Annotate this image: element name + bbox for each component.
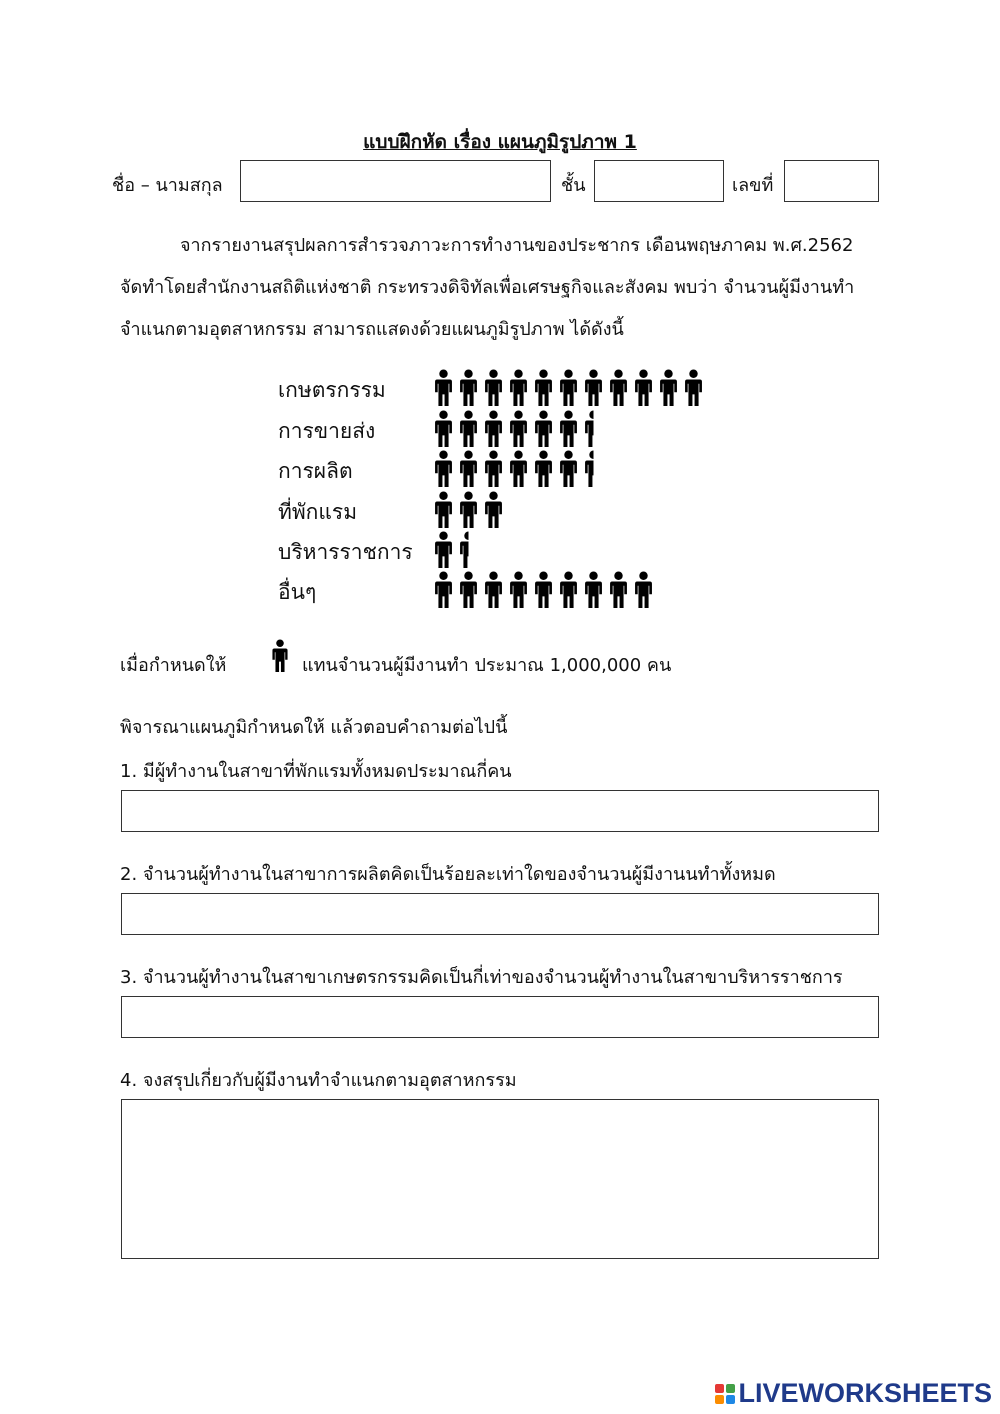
person-icon — [457, 450, 480, 488]
icon-row — [432, 450, 605, 488]
person-icon — [607, 571, 630, 609]
icon-row — [432, 410, 605, 448]
number-input[interactable] — [784, 160, 879, 202]
person-icon — [482, 450, 505, 488]
category-label: บริหารราชการ — [278, 540, 413, 564]
person-icon — [582, 369, 605, 407]
liveworksheets-brand — [715, 1378, 992, 1409]
person-icon — [557, 450, 580, 488]
person-icon — [482, 410, 505, 448]
person-icon — [557, 369, 580, 407]
person-icon — [532, 369, 555, 407]
person-icon — [682, 369, 705, 407]
person-icon — [632, 571, 655, 609]
person-icon — [632, 369, 655, 407]
person-icon — [532, 410, 555, 448]
brand-logo-icon — [715, 1384, 735, 1404]
person-icon — [457, 491, 480, 529]
intro-line-1: จากรายงานสรุปผลการสำรวจภาวะการทำงานของประชากร เดือนพฤษภาคม พ.ศ.2562 — [180, 235, 854, 256]
person-icon — [507, 369, 530, 407]
person-icon — [457, 369, 480, 407]
intro-line-2: จัดทำโดยสำนักงานสถิติแห่งชาติ กระทรวงดิจิทัลเพื่อเศรษฐกิจและสังคม พบว่า จำนวนผู้มีงานทำ — [120, 277, 855, 298]
legend-prefix: เมื่อกำหนดให้ — [120, 655, 227, 676]
person-icon — [557, 571, 580, 609]
class-label: ชั้น — [561, 175, 586, 196]
answer-1-input[interactable] — [121, 790, 879, 832]
person-icon — [432, 531, 455, 569]
person-icon — [270, 639, 290, 673]
icon-row — [432, 531, 480, 569]
icon-row — [432, 571, 655, 609]
instructions: พิจารณาแผนภูมิกำหนดให้ แล้วตอบคำถามต่อไปนี้ — [120, 717, 508, 738]
answer-4-input[interactable] — [121, 1099, 879, 1259]
category-label: การขายส่ง — [278, 419, 376, 443]
person-icon — [432, 410, 455, 448]
question-3: 3. จำนวนผู้ทำงานในสาขาเกษตรกรรมคิดเป็นกี่เท่าของจำนวนผู้ทำงานในสาขาบริหารราชการ — [120, 967, 843, 988]
icon-row — [432, 369, 705, 407]
person-icon — [507, 450, 530, 488]
category-label: เกษตรกรรม — [278, 378, 386, 402]
answer-3-input[interactable] — [121, 996, 879, 1038]
half-person-icon — [582, 450, 605, 488]
class-input[interactable] — [594, 160, 724, 202]
person-icon — [457, 571, 480, 609]
answer-2-input[interactable] — [121, 893, 879, 935]
question-2: 2. จำนวนผู้ทำงานในสาขาการผลิตคิดเป็นร้อยละเท่าใดของจำนวนผู้มีงานนทำทั้งหมด — [120, 864, 776, 885]
icon-row — [432, 491, 505, 529]
brand-text: LIVEWORKSHEETS — [738, 1378, 992, 1408]
person-icon — [607, 369, 630, 407]
half-person-icon — [582, 410, 605, 448]
number-label: เลขที่ — [732, 175, 774, 196]
person-icon — [482, 571, 505, 609]
person-icon — [432, 571, 455, 609]
question-4: 4. จงสรุปเกี่ยวกับผู้มีงานทำจำแนกตามอุตสาหกรรม — [120, 1070, 517, 1091]
person-icon — [532, 450, 555, 488]
name-label: ชื่อ – นามสกุล — [112, 175, 223, 196]
person-icon — [557, 410, 580, 448]
category-label: อื่นๆ — [278, 580, 317, 604]
person-icon — [532, 571, 555, 609]
person-icon — [457, 410, 480, 448]
name-input[interactable] — [240, 160, 551, 202]
person-icon — [482, 491, 505, 529]
category-label: ที่พักแรม — [278, 500, 358, 524]
worksheet-title: แบบฝึกหัด เรื่อง แผนภูมิรูปภาพ 1 — [363, 131, 637, 153]
category-label: การผลิต — [278, 459, 353, 483]
legend-person-icon — [270, 639, 290, 677]
person-icon — [432, 450, 455, 488]
intro-line-3: จำแนกตามอุตสาหกรรม สามารถแสดงด้วยแผนภูมิรูปภาพ ได้ดังนี้ — [120, 319, 624, 340]
person-icon — [507, 571, 530, 609]
half-person-icon — [457, 531, 480, 569]
person-icon — [482, 369, 505, 407]
person-icon — [507, 410, 530, 448]
person-icon — [582, 571, 605, 609]
question-1: 1. มีผู้ทำงานในสาขาที่พักแรมทั้งหมดประมาณกี่คน — [120, 761, 512, 782]
person-icon — [432, 369, 455, 407]
legend-text: แทนจำนวนผู้มีงานทำ ประมาณ 1,000,000 คน — [302, 655, 672, 676]
person-icon — [657, 369, 680, 407]
person-icon — [432, 491, 455, 529]
